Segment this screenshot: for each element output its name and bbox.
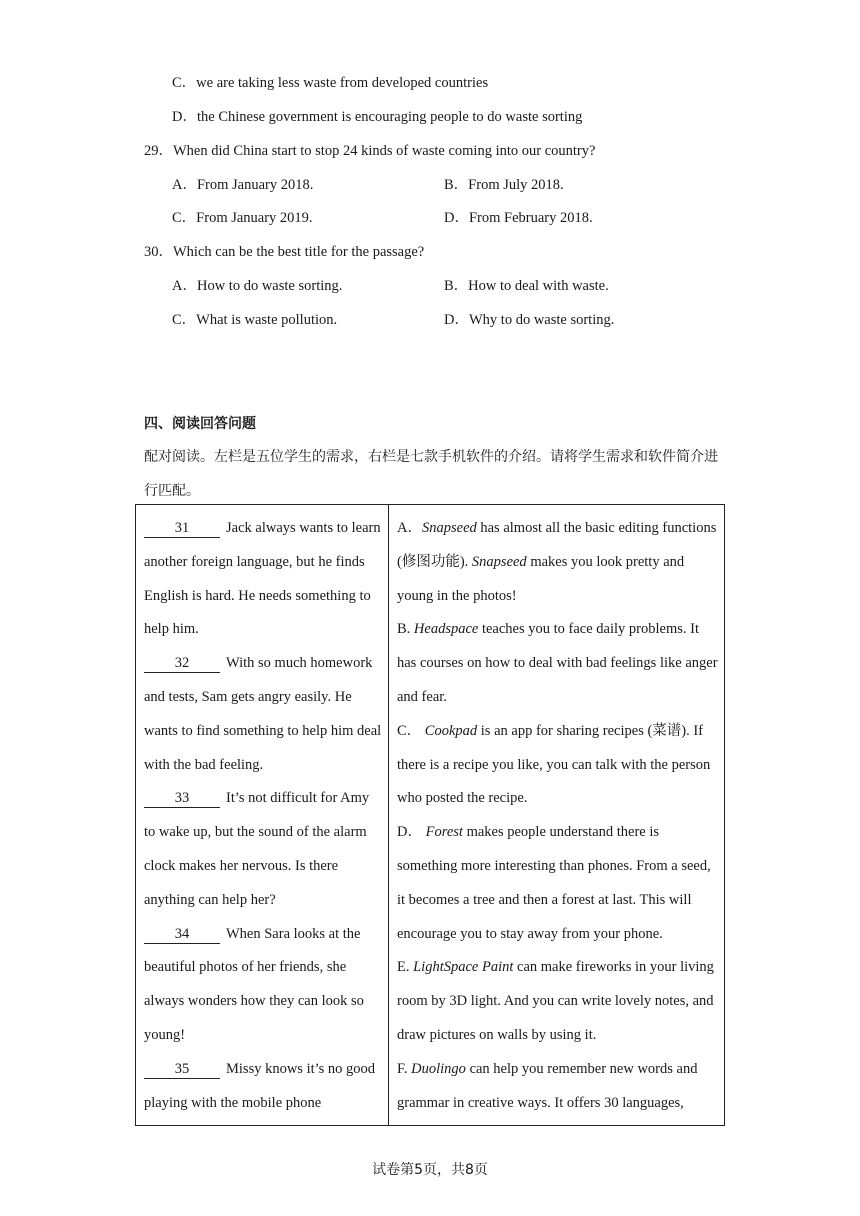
student-need-35 [144, 1053, 382, 1121]
option-label: D． [172, 109, 197, 125]
option-text: From January 2018. [196, 177, 314, 193]
app-desc: teaches you to face daily problems. It has courses on how to deal with bad feelings like anger and fear. [397, 621, 718, 705]
q29-option-d [444, 208, 593, 228]
app-label: B. [397, 621, 411, 638]
app-desc: has almost all the basic editing functions (修图功能). [397, 520, 717, 570]
app-desc: makes you look pretty and young in the photos! [397, 553, 685, 604]
option-text: How to do waste sorting. [196, 278, 343, 294]
section-instruction: 配对阅读。左栏是五位学生的需求，右栏是七款手机软件的介绍。请将学生需求和软件简介进行匹配。 [144, 449, 718, 499]
student-need-33 [144, 782, 382, 917]
answer-blank[interactable]: 33 [144, 789, 220, 808]
option-label: A． [172, 177, 197, 193]
option-text: From January 2019. [196, 210, 313, 226]
q29-option-b [444, 175, 564, 195]
app-name: Snapseed [421, 520, 477, 536]
app-option-c [397, 715, 718, 816]
question-number: 29． [144, 143, 173, 159]
app-desc: is an app for sharing recipes (菜谱). If there is a recipe you like, you can talk with the person who posted the recipe. [397, 722, 711, 807]
option-text: Why to do waste sorting. [468, 312, 615, 328]
student-need-text: With so much homework and tests, Sam gets angry easily. He wants to find something to help him deal with the bad feeling. [144, 655, 382, 773]
q29-option-c [172, 208, 313, 228]
option-label: C． [172, 312, 197, 328]
question-text: Which can be the best title for the passage? [173, 244, 425, 260]
answer-blank[interactable]: 32 [144, 654, 220, 673]
q30-option-b [444, 276, 609, 296]
app-desc: can make fireworks in your living room by 3D light. And you can write lovely notes, and draw pictures on walls by using it. [397, 959, 714, 1043]
app-option-d [397, 816, 718, 951]
prev-option-d [172, 107, 582, 127]
option-text: the Chinese government is encouraging people to do waste sorting [196, 109, 583, 125]
option-label: D． [444, 210, 469, 226]
option-text: we are taking less waste from developed countries [196, 75, 489, 91]
answer-blank[interactable]: 35 [144, 1060, 220, 1079]
option-text: From July 2018. [468, 177, 564, 193]
apps-column [389, 505, 725, 1126]
option-text: What is waste pollution. [196, 312, 338, 328]
option-text: From February 2018. [468, 210, 593, 226]
q30-option-d [444, 310, 614, 330]
option-text: How to deal with waste. [468, 278, 609, 294]
section-title: 四、阅读回答问题 [144, 416, 256, 432]
app-name: Duolingo [411, 1060, 466, 1077]
option-label: B． [444, 278, 469, 294]
app-name: Cookpad [424, 722, 478, 739]
question-29 [144, 141, 595, 161]
student-need-34 [144, 918, 382, 1053]
app-label: C． [397, 722, 422, 739]
q30-option-c [172, 310, 337, 330]
matching-table [135, 504, 725, 1126]
app-desc: can help you remember new words and grammar in creative ways. It offers 30 languages, [397, 1060, 698, 1111]
app-label: F. [397, 1060, 408, 1077]
app-option-b [397, 613, 718, 714]
question-30 [144, 242, 424, 262]
app-label: A． [397, 520, 422, 536]
app-name: Headspace [413, 621, 479, 638]
option-label: C． [172, 210, 197, 226]
student-need-text: When Sara looks at the beautiful photos of her friends, she always wonders how they can look so young! [144, 925, 364, 1043]
app-label: D． [397, 824, 422, 841]
app-name: Snapseed [471, 553, 527, 570]
option-label: A． [172, 278, 197, 294]
student-need-text: Missy knows it’s no good playing with the mobile phone [144, 1060, 376, 1111]
student-need-text: It’s not difficult for Amy to wake up, but the sound of the alarm clock makes her nervous. Is there anything can help her? [144, 790, 370, 908]
q30-option-a [172, 276, 342, 296]
student-need-32 [144, 647, 382, 782]
app-label: E. [397, 959, 410, 976]
page-footer: 试卷第5页，共8页 [372, 1162, 488, 1178]
app-name: Forest [425, 824, 463, 841]
q29-option-a [172, 175, 313, 195]
question-number: 30． [144, 244, 173, 260]
option-label: B． [444, 177, 469, 193]
student-need-31 [144, 512, 382, 647]
app-name: LightSpace Paint [413, 959, 514, 976]
app-option-a [397, 512, 718, 613]
students-column [136, 505, 389, 1126]
student-need-text: Jack always wants to learn another foreign language, but he finds English is hard. He needs something to help him. [144, 520, 381, 638]
app-desc: makes people understand there is something more interesting than phones. From a seed, it becomes a tree and then a forest at last. This will encourage you to stay away from your phone. [397, 824, 711, 942]
question-text: When did China start to stop 24 kinds of waste coming into our country? [173, 143, 596, 159]
app-option-f [397, 1053, 718, 1121]
app-option-e [397, 951, 718, 1052]
option-label: C． [172, 75, 197, 91]
answer-blank[interactable]: 31 [144, 519, 220, 538]
option-label: D． [444, 312, 469, 328]
answer-blank[interactable]: 34 [144, 925, 220, 944]
prev-option-c [172, 73, 488, 93]
